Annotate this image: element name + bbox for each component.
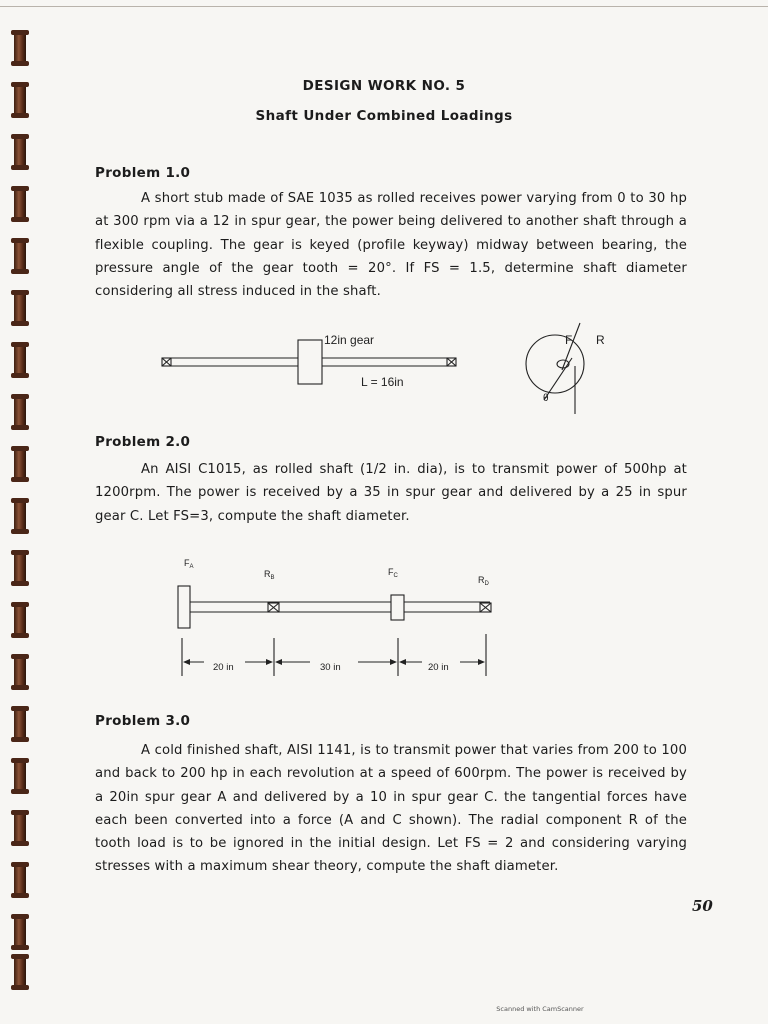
problem-2-diagram (160, 550, 520, 690)
binding-ring (14, 654, 26, 690)
binding-ring (14, 394, 26, 430)
binding-ring (14, 550, 26, 586)
binding-ring (14, 602, 26, 638)
binding-ring (14, 706, 26, 742)
binding-ring (14, 758, 26, 794)
binding-ring (14, 290, 26, 326)
problem-3-heading: Problem 3.0 (95, 713, 191, 729)
problem-2-text: An AISI C1015, as rolled shaft (1/2 in. dia), is to transmit power of 500hp at 1200rpm. The power is received by a 35 in spur gear and delivered by a 25 in spur gear C. Let FS=3, compute the shaft diameter. (95, 462, 687, 524)
binding-ring (14, 498, 26, 534)
length-label: L = 16in (361, 375, 404, 389)
problem-1-text: A short stub made of SAE 1035 as rolled receives power varying from 0 to 30 hp at 300 rpm via a 12 in spur gear, the power being delivered to another shaft through a flexible coupling. The gear is keyed (profile keyway) midway between bearing, the pressure angle of the gear tooth = 20°. If FS = 1.5, determine shaft diameter considering all stress induced in the shaft. (95, 191, 687, 300)
angle-label: θ (543, 393, 549, 404)
problem-1-diagram (150, 318, 630, 418)
top-edge-line (0, 6, 768, 7)
binding-ring (14, 134, 26, 170)
binding-ring (14, 186, 26, 222)
gear-label: 12in gear (324, 333, 375, 347)
problem-3-text: A cold finished shaft, AISI 1141, is to transmit power that varies from 200 to 100 and back to 200 hp in each revolution at a speed of 600rpm. The power is received by a 20in spur gear A and delivered by a 10 in spur gear C. the tangential forces have each been converted into a force (A and C shown). The radial component R of the tooth load is to be ignored in the initial design. Let FS = 2 and considering varying stresses with a maximum shear theory, compute the shaft diameter. (95, 743, 687, 875)
binding-ring (14, 446, 26, 482)
document-title: DESIGN WORK NO. 5 (302, 78, 466, 94)
reaction-b-label: $R_B$ (264, 569, 275, 581)
dimension-3-label: 20 in (428, 662, 449, 673)
page-number: 50 (692, 897, 713, 915)
force-c-label: $F_C$ (388, 567, 398, 579)
binding-ring (14, 954, 26, 990)
binding-ring (14, 914, 26, 950)
binding-ring (14, 30, 26, 66)
scanner-watermark: Scanned with CamScanner (496, 1005, 584, 1013)
binding-ring (14, 862, 26, 898)
spiral-binding (10, 20, 30, 1000)
dimension-2-label: 30 in (320, 662, 341, 673)
binding-ring (14, 342, 26, 378)
force-a-label: $F_A$ (184, 558, 194, 570)
document-subtitle: Shaft Under Combined Loadings (255, 108, 513, 124)
reaction-d-label: $R_D$ (478, 575, 489, 587)
dimension-1-label: 20 in (213, 662, 234, 673)
binding-ring (14, 810, 26, 846)
binding-ring (14, 238, 26, 274)
problem-1-heading: Problem 1.0 (95, 165, 191, 181)
problem-2-heading: Problem 2.0 (95, 434, 191, 450)
radial-label: R (596, 333, 605, 347)
force-label: F (565, 333, 573, 347)
